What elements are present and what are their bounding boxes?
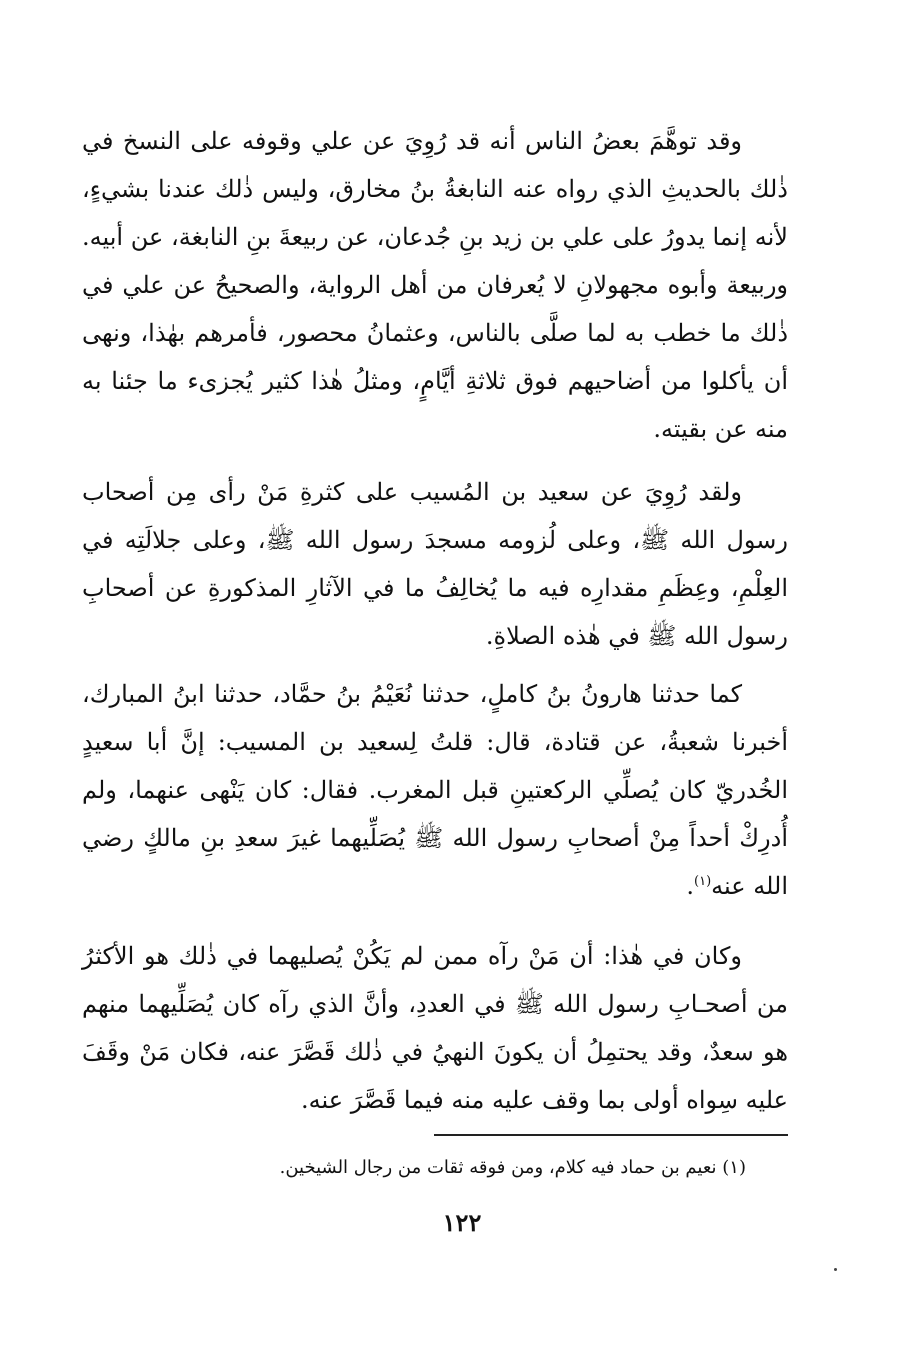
paragraph-4: وكان في هٰذا: أن مَنْ رآه ممن لم يَكُنْ يُصليهما في ذٰلك هو الأكثرُ من أصحـابِ رسول الله ﷺ في العددِ، وأنَّ الذي رآه كان يُصَلِّيهما منهم هو سعدٌ، وقد يحتمِلُ أن يكونَ النهيُ في ذٰلك قَصَّرَ عنه، فكان مَنْ وقَفَ عليه سِواه أولى بما وقف عليه منه فيما قَصَّرَ عنه. xyxy=(82,942,788,1114)
paragraph-3-end-mark: . xyxy=(686,872,694,900)
page-number: ١٢٢ xyxy=(442,1208,482,1237)
paragraph-1: وقد توهَّمَ بعضُ الناس أنه قد رُوِيَ عن علي وقوفه على النسخ في ذٰلك بالحديثِ الذي رواه عنه النابغةُ بنُ مخارق، وليس ذٰلك عندنا بشيءٍ، لأنه إنما يدورُ على علي بن زيد بنِ جُدعان، عن ربيعةَ بنِ النابغة، عن أبيه. وربيعة وأبوه مجهولانِ لا يُعرفان من أهل الرواية، والصحيحُ عن علي في ذٰلك ما خطب به لما صلَّى بالناس، وعثمانُ محصور، فأمرهم بهٰذا، ونهى أن يأكلوا من أضاحيهم فوق ثلاثةِ أيَّامٍ، ومثلُ هٰذا كثير يُجزىء ما جئنا به منه عن بقيته. xyxy=(82,127,789,443)
paragraph-3-text: كما حدثنا هارونُ بنُ كاملٍ، حدثنا نُعَيْمُ بنُ حمَّاد، حدثنا ابنُ المبارك، أخبرنا شعبةُ، عن قتادة، قال: قلتُ لِسعيد بن المسيب: إنَّ أبا سعيدٍ الخُدريّ كان يُصلِّي الركعتينِ قبل المغرب. فقال: كان يَنْهى عنهما، ولم أُدرِكْ أحداً مِنْ أصحابِ رسول الله ﷺ يُصَلِّيهما غيرَ سعدِ بنِ مالكٍ رضي الله عنه xyxy=(82,680,788,900)
paragraph-2: ولقد رُوِيَ عن سعيد بن المُسيب على كثرةِ مَنْ رأى مِن أصحاب رسول الله ﷺ، وعلى لُزومه مسجدَ رسول الله ﷺ، وعلى جلالَتِه في العِلْمِ، وعِظَمِ مقدارِه فيه ما يُخالِفُ ما في الآثارِ المذكورةِ عن أصحابِ رسول الله ﷺ في هٰذه الصلاةِ. xyxy=(82,478,788,650)
paragraph-3 xyxy=(82,670,788,910)
footnote-reference[interactable]: (١) xyxy=(694,874,712,889)
footnote: (١) نعيم بن حماد فيه كلام، ومن فوقه ثقات من رجال الشيخين. xyxy=(279,1157,746,1178)
footnote-separator xyxy=(434,1134,788,1136)
scan-speck xyxy=(834,1268,837,1271)
